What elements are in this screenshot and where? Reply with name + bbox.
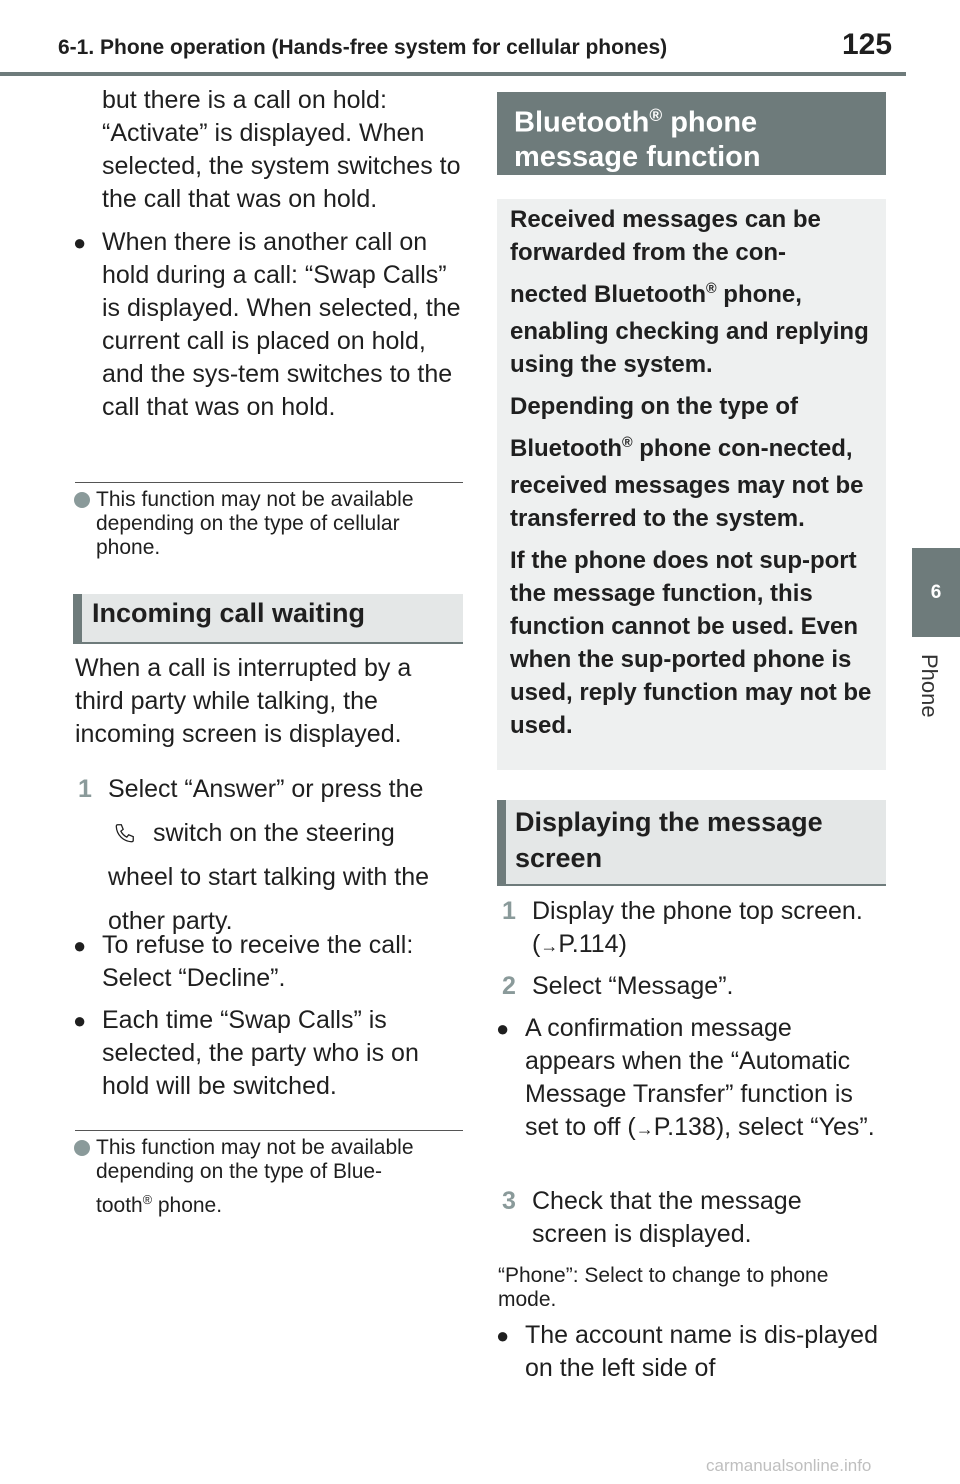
intro-paragraph: When a call is interrupted by a third party while talking, the incoming screen is displayed. bbox=[75, 654, 412, 748]
page-reference-link[interactable]: P.138), select “Yes”. bbox=[653, 1113, 875, 1141]
header-rule bbox=[0, 72, 906, 76]
list-item-text: Each time “Swap Calls” is selected, the party who is on hold will be switched. bbox=[102, 1006, 419, 1100]
section-heading-text: Incoming call waiting bbox=[92, 598, 366, 628]
chapter-number: 6 bbox=[930, 582, 942, 603]
info-paragraph: If the phone does not sup-port the message function, this function cannot be used. Even when the sup-ported phone is used, reply function may not be used. bbox=[510, 547, 872, 739]
note-text: This function may not be available depending on the type of cellular phone. bbox=[96, 488, 414, 559]
step-text-line: wheel to start talking with the bbox=[108, 863, 429, 891]
list-item-text: When there is another call on hold during a call: “Swap Calls” is displayed. When selected, the current call is placed on hold, and the sys-tem switches to the call that was on hold. bbox=[102, 228, 461, 421]
bullet-icon: ● bbox=[73, 230, 87, 255]
chapter-tab bbox=[912, 548, 960, 637]
chapter-label: Phone bbox=[917, 654, 942, 718]
step-text: Check that the message screen is displayed. bbox=[532, 1187, 802, 1248]
list-item bbox=[73, 929, 464, 995]
step-text: Select “Message”. bbox=[532, 972, 734, 1000]
step-item bbox=[502, 1185, 882, 1251]
step-text: switch on the steering bbox=[152, 819, 395, 847]
note bbox=[96, 488, 464, 560]
continued-paragraph: but there is a call on hold: “Activate” is displayed. When selected, the system switches to the call that was on hold. bbox=[102, 86, 461, 213]
bullet-icon: ● bbox=[73, 933, 87, 958]
list-item bbox=[496, 1012, 880, 1146]
note-divider bbox=[75, 1130, 463, 1131]
step-text-line: other party. bbox=[108, 907, 233, 935]
phone-icon bbox=[114, 822, 136, 844]
note-text: This function may not be available depending on the type of Blue- bbox=[96, 1136, 414, 1183]
list-item bbox=[73, 1004, 464, 1103]
page-reference-link[interactable]: P.114) bbox=[558, 930, 627, 958]
step-number: 1 bbox=[502, 897, 516, 925]
step-text-line: Select “Answer” or press the bbox=[108, 775, 424, 803]
section-heading bbox=[73, 594, 463, 644]
page-ref-arrow-icon: → bbox=[540, 936, 559, 956]
list-item-text: To refuse to receive the call: Select “Decline”. bbox=[102, 931, 414, 992]
note-bullet-icon bbox=[74, 492, 90, 508]
section-heading-text: Displaying the message screen bbox=[515, 807, 823, 873]
info-paragraph: Received messages can be forwarded from the con- nected Bluetooth® phone, enabling checking and replying using the system. bbox=[510, 206, 869, 378]
note-text: “Phone”: Select to change to phone mode. bbox=[498, 1264, 829, 1311]
list-item-text: A confirmation message appears when the “Automatic Message Transfer” function is set to off ( bbox=[525, 1014, 853, 1141]
step-number: 3 bbox=[502, 1187, 516, 1215]
bullet-icon: ● bbox=[73, 1008, 87, 1033]
step-item bbox=[502, 895, 882, 963]
step-number: 2 bbox=[502, 972, 516, 1000]
list-item bbox=[496, 1319, 880, 1385]
info-box bbox=[497, 199, 886, 770]
page-ref-arrow-icon: → bbox=[635, 1119, 654, 1139]
note-text: tooth® phone. bbox=[96, 1193, 223, 1217]
step-text: Display the phone top screen. ( bbox=[532, 897, 863, 958]
bullet-icon: ● bbox=[496, 1016, 510, 1041]
watermark: carmanualsonline.info bbox=[706, 1456, 872, 1475]
step-number: 1 bbox=[78, 775, 92, 803]
section-header-title: 6-1. Phone operation (Hands-free system for cellular phones) bbox=[58, 36, 668, 59]
note-bullet-icon bbox=[74, 1140, 90, 1156]
section-heading-text: Bluetooth® phone message function bbox=[514, 105, 761, 173]
bullet-icon: ● bbox=[496, 1323, 510, 1348]
section-heading-dark bbox=[497, 92, 886, 175]
page-number: 125 bbox=[842, 28, 893, 61]
note bbox=[96, 1136, 464, 1222]
list-item-text: The account name is dis-played on the left side of bbox=[525, 1321, 878, 1382]
list-item bbox=[73, 226, 464, 424]
step-text-line bbox=[108, 811, 468, 855]
section-heading bbox=[497, 800, 886, 886]
step-item bbox=[78, 767, 468, 943]
step-item bbox=[502, 970, 882, 1003]
note-divider bbox=[75, 482, 463, 483]
info-paragraph: Depending on the type of Bluetooth® phone con-nected, received messages may not be transferred to the system. bbox=[510, 393, 864, 532]
